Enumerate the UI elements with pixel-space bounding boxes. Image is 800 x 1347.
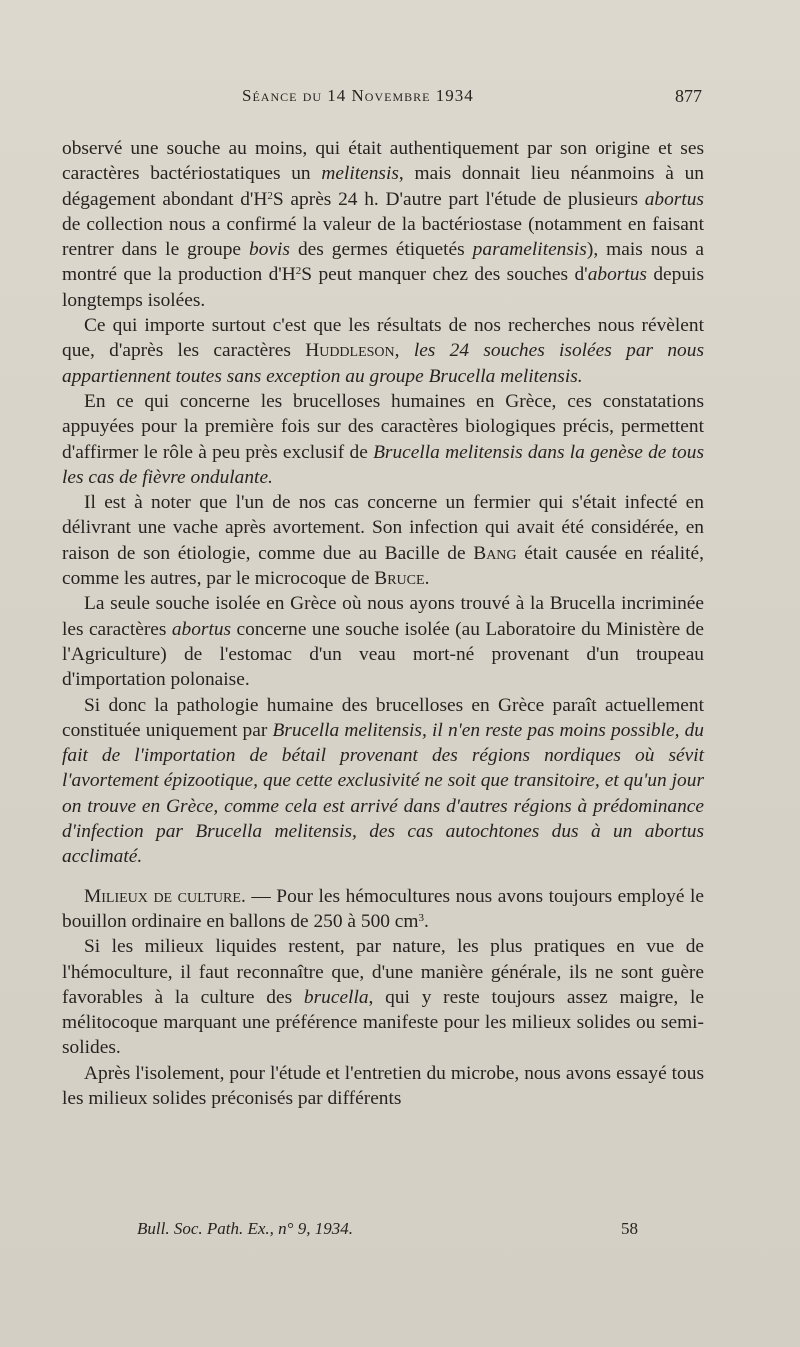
paragraph: Après l'isolement, pour l'étude et l'entretien du microbe, nous avons essayé tous les milieux solides préconisés par différents [62,1062,704,1109]
header-title: Séance du 14 Novembre 1934 [242,86,474,105]
paragraph: Si les milieux liquides restent, par nature, les plus pratiques en vue de l'hémoculture, il faut reconnaître que, d'une manière générale, ils ne sont guère favorables à la culture des brucella, qui y reste toujours assez maigre, le mélitocoque marquant une préférence manifeste pour les milieux solides ou semi-solides. [62,936,704,1059]
sheet-number: 58 [621,1219,638,1238]
journal-citation: Bull. Soc. Path. Ex., n° 9, 1934. [137,1219,353,1238]
page-footer [0,1219,800,1247]
paragraph: Ce qui importe surtout c'est que les résultats de nos recherches nous révèlent que, d'après les caractères Huddleson, les 24 souches isolées par nous appartiennent toutes sans exception au groupe Brucella melitensis. [62,315,704,387]
article-body [62,136,704,1111]
paragraph: En ce qui concerne les brucelloses humaines en Grèce, ces constatations appuyées pour la première fois sur des caractères biologiques précis, permettent d'affirmer le rôle à peu près exclusif de Brucella melitensis dans la genèse de tous les cas de fièvre ondulante. [62,390,704,488]
paragraph: Il est à noter que l'un de nos cas concerne un fermier qui s'était infecté en délivrant une vache après avortement. Son infection qui avait été considérée, en raison de son étiologie, comme due au Bacille de Bang était causée en réalité, comme les autres, par le microcoque de Bruce. [62,492,704,590]
section-paragraph-milieux-de-culture: Milieux de culture. — Pour les hémocultures nous avons toujours employé le bouillon ordinaire en ballons de 250 à 500 $cm^3$. [62,885,704,932]
paragraph: La seule souche isolée en Grèce où nous ayons trouvé à la Brucella incriminée les caractères abortus concerne une souche isolée (au Laboratoire du Ministère de l'Agriculture) de l'estomac d'un veau mort-né provenant d'un troupeau d'importation polonaise. [62,593,704,691]
paragraph: observé une souche au moins, qui était authentiquement par son origine et ses caractères bactériostatiques un melitensis, mais donnait lieu néanmoins à un dégagement abondant $d'H^2S$ après 24 h. D'autre part l'étude de plusieurs abortus de collection nous a confirmé la valeur de la bactériostase (notamment en faisant rentrer dans le groupe bovis des germes étiquetés paramelitensis), mais nous a montré que la production $d'H^2S$ peut manquer chez des souches d'abortus depuis longtemps isolées. [62,138,704,311]
paragraph: Si donc la pathologie humaine des brucelloses en Grèce paraît actuellement constituée uniquement par Brucella melitensis, il n'en reste pas moins possible, du fait de l'importation de bétail provenant des régions nordiques où sévit l'avortement épizootique, que cette exclusivité ne soit que transitoire, et qu'un jour on trouve en Grèce, comme cela est arrivé dans d'autres régions à prédominance d'infection par Brucella melitensis, des cas autochtones dus à un abortus acclimaté. [62,694,704,868]
page-number: 877 [675,86,702,106]
running-header [0,86,800,116]
